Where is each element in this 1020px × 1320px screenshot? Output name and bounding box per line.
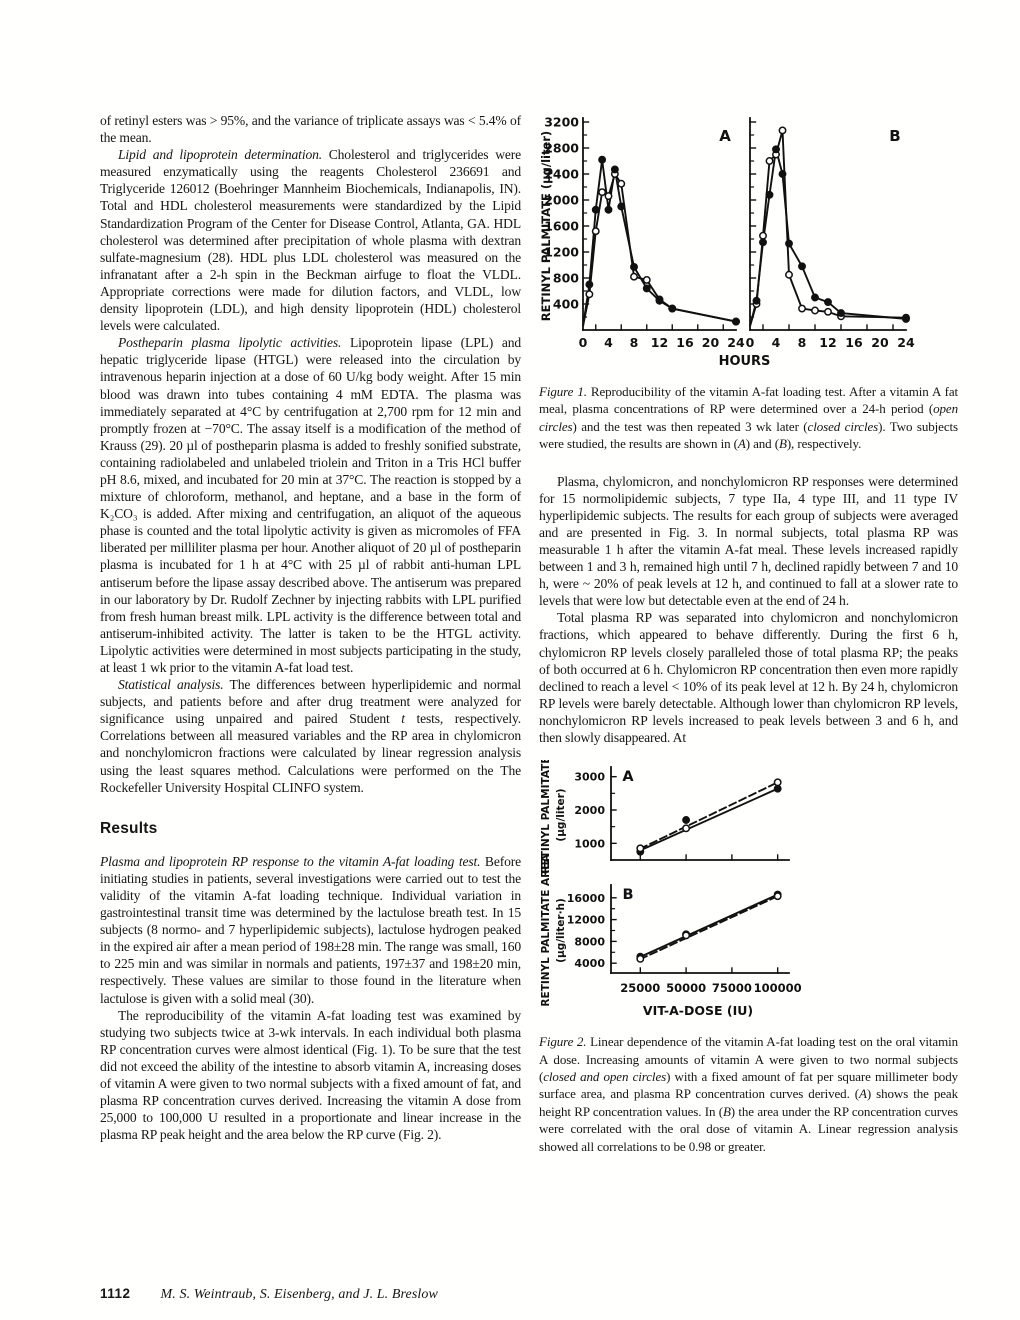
svg-text:12000: 12000 (566, 913, 605, 927)
svg-text:1000: 1000 (574, 837, 605, 851)
svg-text:2000: 2000 (574, 804, 605, 818)
svg-text:24: 24 (727, 335, 745, 350)
svg-text:0: 0 (745, 335, 755, 350)
svg-text:16: 16 (845, 335, 863, 350)
svg-text:3200: 3200 (544, 114, 579, 130)
svg-text:RETINYL PALMITATE: RETINYL PALMITATE (540, 760, 552, 874)
svg-text:1200: 1200 (544, 244, 579, 260)
svg-text:25000: 25000 (620, 981, 661, 996)
svg-text:8000: 8000 (574, 935, 605, 949)
figure-2 (539, 760, 958, 1027)
paragraph-reproducibility: The reproducibility of the vitamin A-fat loading test was examined by studying two subjects twice at 3-wk intervals. In each individual both plasma RP concentration curves were almost identical (Fig. 1). To be sure that the test did not exceed the ability of the intestine to absorb vitamin A, increasing doses of vitamin A were given to two normal subjects with a fixed amount of fat, and plasma RP concentration curves derived. Increasing the vitamin A dose from 25,000 to 100,000 U resulted in a proportionate and linear increase in the plasma RP peak height and the area below the RP curve (Fig. 2). (100, 1007, 521, 1143)
page-number: 1112 (100, 1286, 131, 1301)
svg-text:20: 20 (871, 335, 889, 350)
svg-text:4: 4 (604, 335, 613, 350)
svg-text:3000: 3000 (574, 770, 605, 784)
paragraph-plasma-chylomicron: Plasma, chylomicron, and nonchylomicron RP responses were determined for 15 normolipidemic subjects, 7 type IIa, 4 type III, and 11 type IV hyperlipidemic subjects. The results for each group of subjects were averaged and are presented in Fig. 3. In normal subjects, total plasma RP was measurable 1 h after the vitamin A-fat meal. These levels increased rapidly between 1 and 3 h, remained high until 7 h, declined rapidly between 7 and 10 h, were ~ 20% of peak levels at 12 h, and continued to fall at a slower rate to levels that were low but detectable even at the end of 24 h. (539, 473, 958, 609)
svg-text:16: 16 (676, 335, 694, 350)
svg-text:2000: 2000 (544, 192, 579, 208)
svg-text:4000: 4000 (574, 957, 605, 971)
figure-1-caption: Figure 1. Reproducibility of the vitamin A-fat loading test. After a vitamin A fat meal, plasma concentrations of RP were determined over a 24-h period (open circles) and the test was then repeated 3 wk later (closed circles). Two subjects were studied, the results are shown in (A) and (B), respectively. (539, 384, 959, 452)
svg-text:1600: 1600 (544, 218, 579, 234)
svg-text:0: 0 (578, 335, 588, 350)
svg-text:100000: 100000 (753, 981, 802, 996)
svg-text:12: 12 (819, 335, 837, 350)
running-authors: M. S. Weintraub, S. Eisenberg, and J. L. Breslow (160, 1287, 438, 1302)
right-column (539, 112, 958, 1155)
paragraph-rp-response: Plasma and lipoprotein RP response to the vitamin A-fat loading test. Before initiating studies in patients, several investigations were carried out to test the validity of the vitamin A-fat loading technique. Individual variation in gastrointestinal transit time was determined by the lactulose breath test. In 15 subjects (8 normo- and 7 hyperlipidemic subjects), lactulose hydrogen peaked in the expired air after a mean period of 198±28 min. The range was small, 160 to 225 min and was similar in normals and patients, 197±37 and 198±20 min, respectively. These values are similar to those found in the literature when lactulose is given with a solid meal (30). (100, 853, 522, 1006)
svg-text:VIT-A-DOSE (IU): VIT-A-DOSE (IU) (642, 1003, 754, 1019)
svg-text:RETINYL PALMITATE (µg/liter): RETINYL PALMITATE (µg/liter) (539, 130, 553, 322)
svg-text:A: A (719, 127, 731, 145)
svg-text:B: B (622, 887, 634, 904)
paragraph-postheparin-activities: Postheparin plasma lipolytic activities. Lipoprotein lipase (LPL) and hepatic triglyceride lipase (HTGL) were released into the circulation by intravenous heparin injection at a dose of 60 U/kg body weight. After 15 min blood was drawn into tubes containing 4 mM EDTA. The plasma was immediately separated at 4°C by centrifugation at 2,700 rpm for 12 min and promptly frozen at −70°C. The assay itself is a modification of the method of Krauss (29). 20 µl of postheparin plasma is added to freshly sonified substrate, containing radiolabeled and unlabeled triolein and Triton in a Tris HCl buffer pH 8.6, mixed, and incubated for 20 min at 37°C. The reaction is stopped by a mixture of chloroform, methanol, and heptane, and a base in the form of K₂CO₃ is added. After mixing and centrifugation, an aliquot of the aqueous phase is counted and the total lipolytic activity is given as micromoles of FFA liberated per milliliter plasma per hour. Another aliquot of 20 µl of postheparin plasma is incubated for 1 h at 4°C with 25 µl of rabbit anti-human LPL antiserum before the lipase assay described above. The antiserum was prepared in our laboratory by Dr. Rudolf Zechner by injecting rabbits with LPL purified from fresh human breast milk. LPL activity is the difference between total and antiserum-inhibited activity. The latter is taken to be the HTGL activity. Lipolytic activities were determined in most subjects participating in the study, at least 1 wk prior to the vitamin A-fat load test. (100, 335, 521, 675)
svg-text:75000: 75000 (711, 981, 752, 996)
svg-text:(µg/liter): (µg/liter) (555, 788, 567, 842)
svg-text:50000: 50000 (666, 981, 707, 996)
svg-text:HOURS: HOURS (718, 354, 771, 369)
paragraph-total-plasma-rp: Total plasma RP was separated into chylomicron and nonchylomicron fractions, which appeared to behave differently. During the first 6 h, chylomicron RP levels closely paralleled those of total plasma RP; the peaks of both occurred at 6 h. Chylomicron RP concentration then even more rapidly declined to reach a level < 10% of its peak level at 12 h. By 24 h, chylomicron RP levels were barely detectable. Although lower than chylomicron RP levels, nonchylomicron RP levels increased to peak levels between 3 and 6 h, and then slowly disappeared. At (539, 610, 958, 746)
svg-text:24: 24 (897, 335, 915, 350)
figure-1 (539, 112, 958, 375)
svg-text:20: 20 (701, 335, 720, 350)
paragraph-lipid-determination: Lipid and lipoprotein determination. Cholesterol and triglycerides were measured enzymatically using the reagents Cholesterol 236691 and Triglyceride 126012 (Boehringer Mannheim Biochemicals, Indianapolis, IN). Total and HDL cholesterol measurements were standardized by the Lipid Standardization Program of the Center for Disease Control, Atlanta, GA. HDL cholesterol was determined after precipitation of whole plasma with dextran sulfate-magnesium (28). HDL plus LDL cholesterol was measured on the infranatant after a 2-h spin in the Beckman airfuge to float the VLDL. Appropriate corrections were made for dilution factors, and VLDL, low density lipoprotein (LDL), and high density lipoprotein (HDL) cholesterol levels were calculated. (100, 147, 521, 334)
svg-text:8: 8 (629, 335, 639, 350)
svg-text:16000: 16000 (566, 891, 605, 905)
svg-text:(µg/liter·h): (µg/liter·h) (555, 898, 567, 963)
svg-text:4: 4 (771, 335, 781, 350)
left-column (100, 112, 521, 1143)
figure-1-chart (539, 112, 958, 370)
svg-text:2400: 2400 (544, 166, 579, 182)
paragraph-retinyl-esters: of retinyl esters was > 95%, and the variance of triplicate assays was < 5.4% of the mean. (100, 113, 521, 146)
svg-text:800: 800 (552, 270, 579, 286)
page-footer (100, 1286, 600, 1303)
figure-2-chart (539, 760, 811, 1022)
results-heading: Results (100, 819, 158, 837)
svg-text:12: 12 (650, 335, 669, 350)
svg-text:400: 400 (552, 296, 579, 312)
svg-text:RETINYL PALMITATE AREA: RETINYL PALMITATE AREA (540, 854, 552, 1007)
figure-2-caption: Figure 2. Linear dependence of the vitamin A-fat loading test on the oral vitamin A dose. Increasing amounts of vitamin A were given to two normal subjects (closed and open circles) with a fixed amount of fat per square millimeter body surface area, and plasma RP concentration curves derived. (A) shows the peak height RP concentration values. In (B) the area under the RP concentration curves were correlated with the oral dose of vitamin A. Linear regression analysis showed all correlations to be 0.98 or greater. (539, 1034, 959, 1154)
svg-text:B: B (889, 127, 901, 145)
svg-text:A: A (622, 769, 634, 786)
paragraph-statistical-analysis: Statistical analysis. The differences between hyperlipidemic and normal subjects, and patients before and after drug treatment were analyzed for significance using unpaired and paired Student t tests, respectively. Correlations between all measured variables and the RP area in chylomicron and nonchylomicron fractions were calculated by linear regression analysis using the least squares method. Calculations were performed on the The Rockefeller University Hospital CLINFO system. (100, 677, 521, 795)
svg-text:2800: 2800 (544, 140, 579, 156)
svg-text:8: 8 (797, 335, 807, 350)
